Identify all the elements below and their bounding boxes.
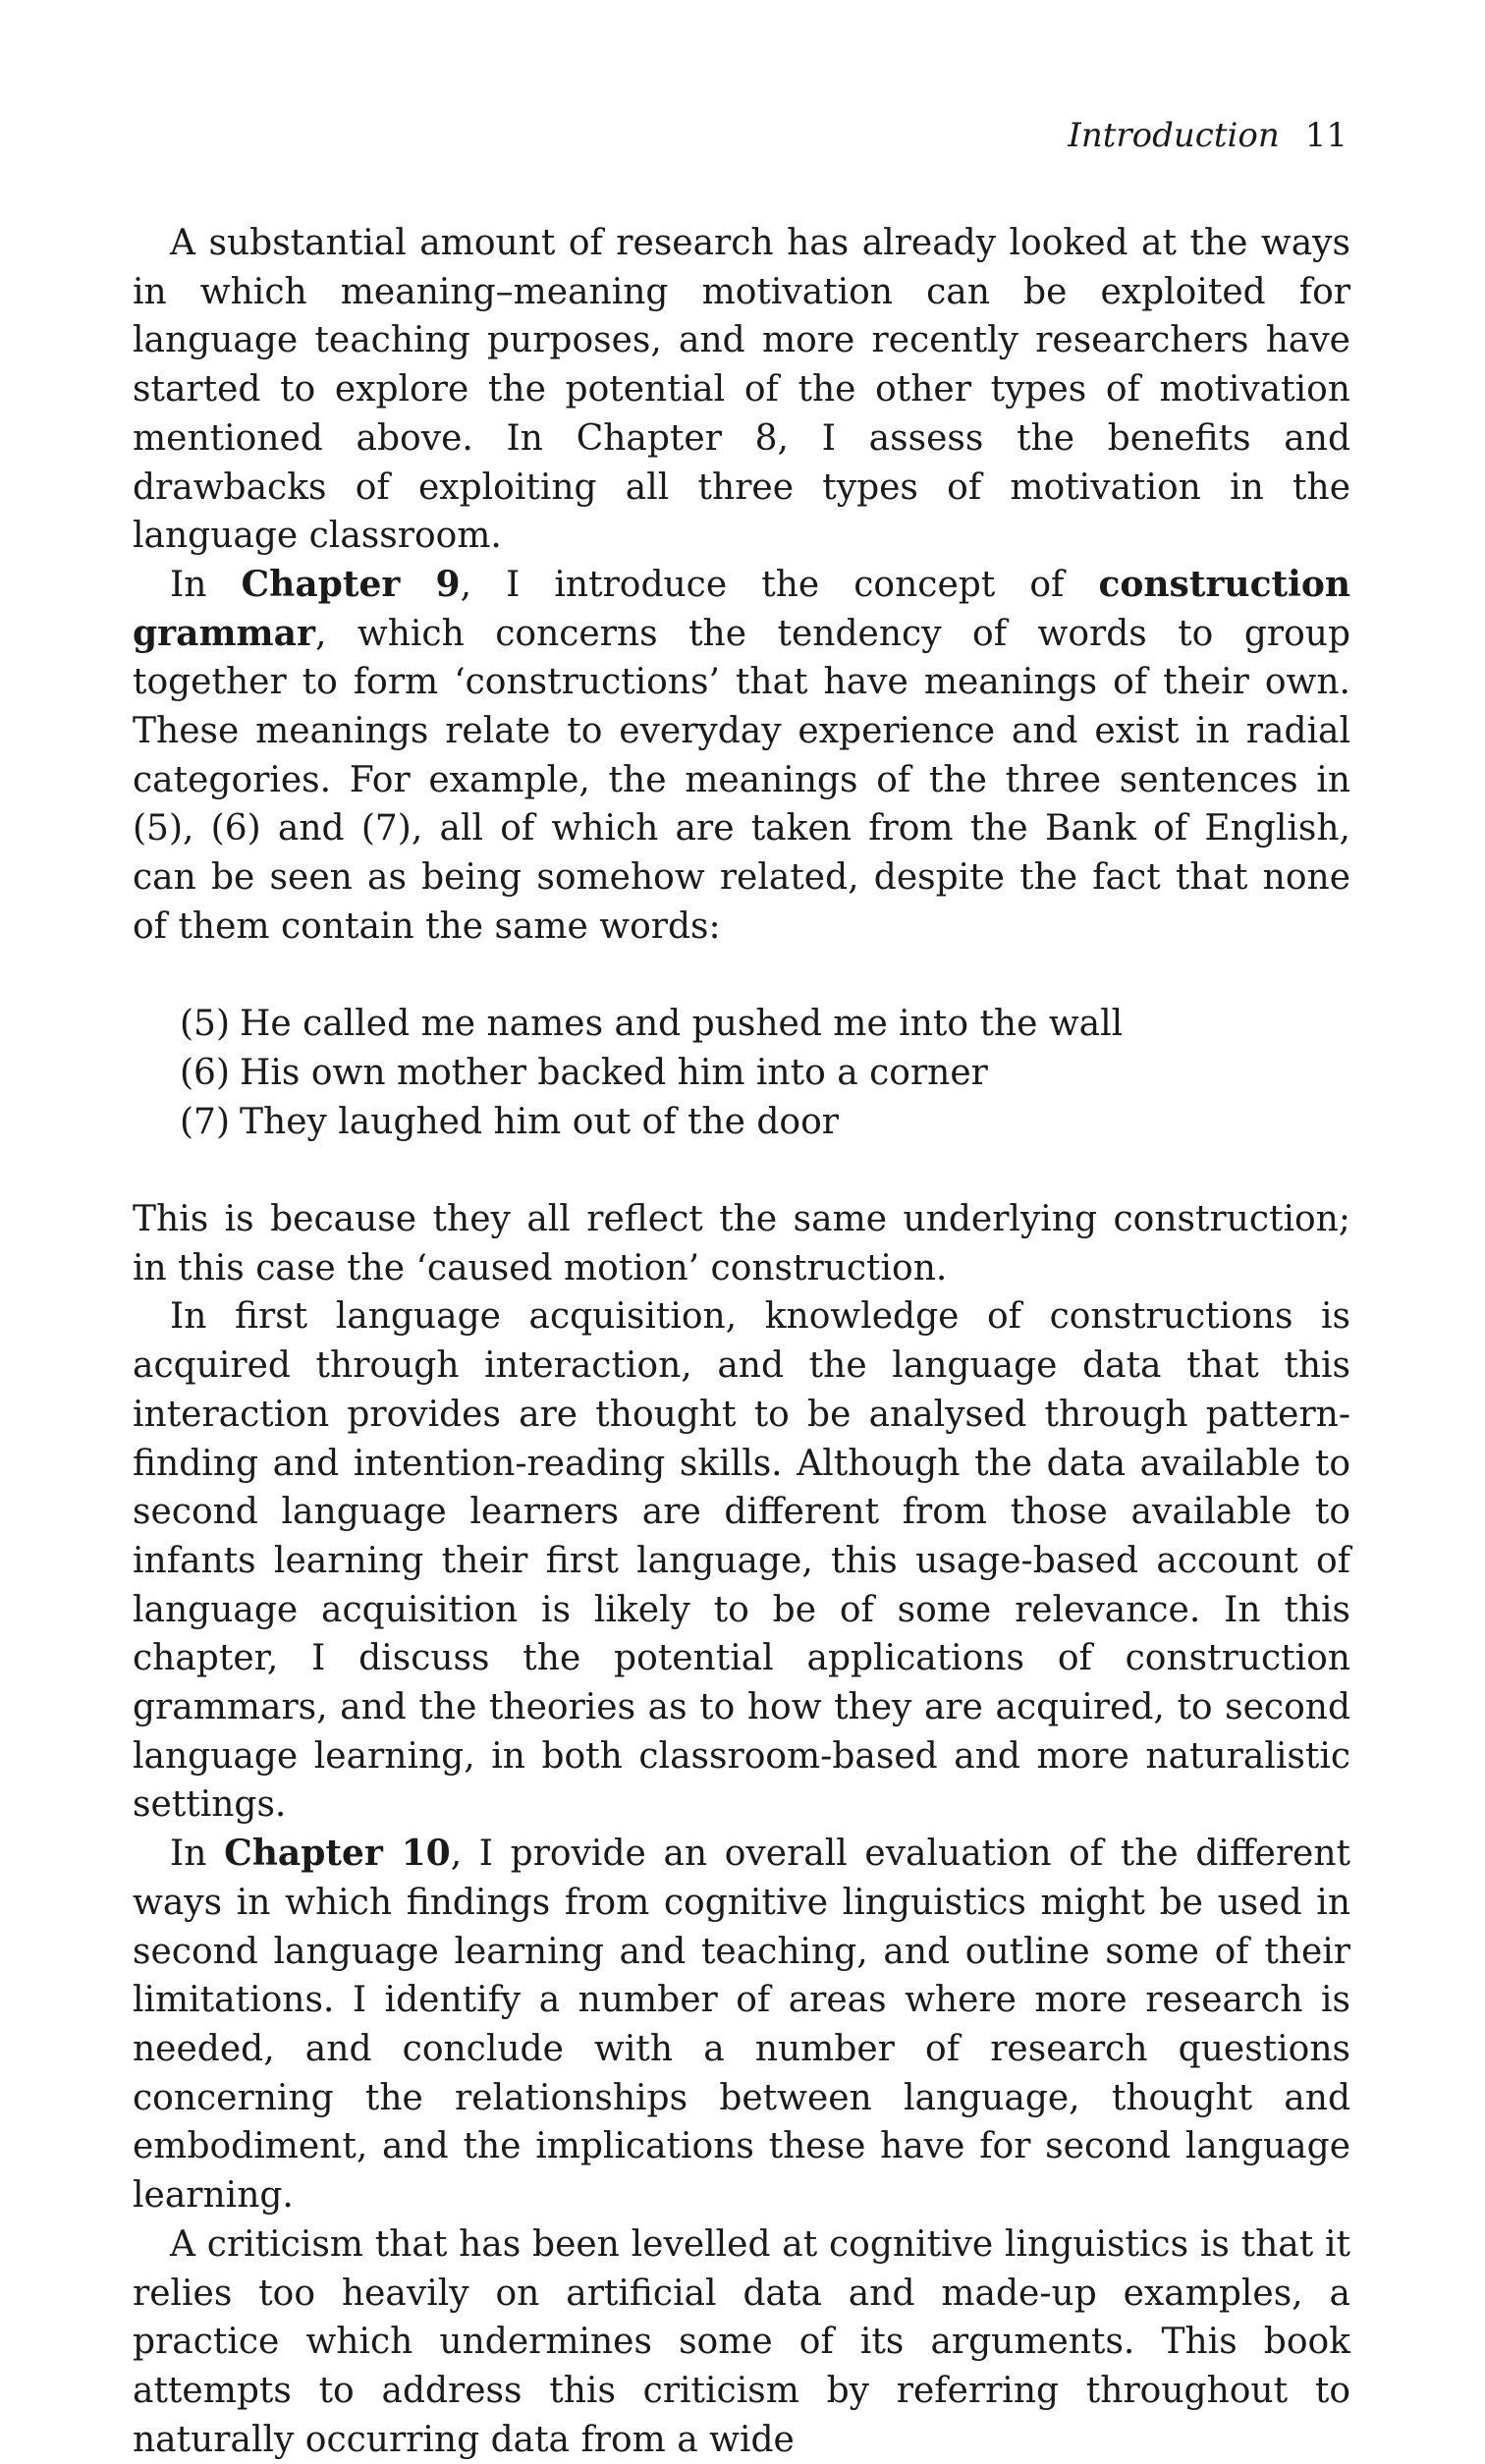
paragraph-2 [133, 561, 1350, 952]
example-text: They laughed him out of the door [240, 1101, 839, 1142]
example-text: His own mother backed him into a corner [240, 1052, 988, 1093]
paragraph-2-text-c: , which concerns the tendency of words to group together to form ‘constructions’ that have meanings of their own. These meanings relate to everyday experience and exist in radial categories. For example, the meanings of the three sentences in (5), (6) and (7), all of which are taken from the Bank of English, can be seen as being somehow related, despite the fact that none of them contain the same words: [133, 613, 1350, 947]
running-head [1068, 116, 1348, 155]
paragraph-2-text-a: In [170, 564, 242, 605]
paragraph-5 [133, 1830, 1350, 2220]
paragraph-4: In first language acquisition, knowledge of constructions is acquired through interaction, and the language data that this interaction provides are thought to be analysed through pattern-finding and intention-reading skills. Although the data available to second language learners are different from those available to infants learning their first language, this usage-based account of language acquisition is likely to be of some relevance. In this chapter, I discuss the potential applications of construction grammars, and the theories as to how they are acquired, to second language learning, in both classroom-based and more naturalistic settings. [133, 1296, 1350, 1826]
chapter-9-ref: Chapter 9 [241, 563, 461, 605]
paragraph-5-text-b: , I provide an overall evaluation of the different ways in which findings from cognitive linguistics might be used in second language learning and teaching, and outline some of their limitations. I identify a number of areas where more research is needed, and conclude with a number of research questions concerning the relationships between language, thought and embodiment, and the implications these have for second language learning. [133, 1834, 1350, 2217]
example-number: (6) [180, 1052, 230, 1093]
example-number: (5) [180, 1004, 230, 1045]
paragraph-6: A criticism that has been levelled at cognitive linguistics is that it relies too heavily on artificial data and made-up examples, a practice which undermines some of its arguments. This book attempts to address this criticism by referring throughout to naturally occurring data from a wide [133, 2223, 1350, 2460]
paragraph-1: A substantial amount of research has already looked at the ways in which meaning–meaning motivation can be exploited for language teaching purposes, and more recently researchers have started to explore the potential of the other types of motivation mentioned above. In Chapter 8, I assess the benefits and drawbacks of exploiting all three types of motivation in the language classroom. [133, 223, 1350, 557]
page-number: 11 [1304, 116, 1348, 155]
construction-grammar-term: construction grammar [133, 563, 1351, 654]
running-title: Introduction [1068, 116, 1280, 155]
example-list [133, 1000, 1350, 1146]
example-5 [133, 1000, 1350, 1049]
body-text [133, 219, 1350, 2464]
paragraph-2-text-b: , I introduce the concept of [460, 564, 1099, 605]
paragraph-3: This is because they all reflect the same underlying construction; in this case the ‘caused motion’ construction. [133, 1199, 1350, 1288]
paragraph-5-text-a: In [170, 1834, 225, 1875]
chapter-10-ref: Chapter 10 [224, 1833, 451, 1875]
example-number: (7) [180, 1101, 230, 1142]
example-7 [133, 1098, 1350, 1147]
example-text: He called me names and pushed me into the wall [240, 1004, 1124, 1045]
example-6 [133, 1049, 1350, 1098]
